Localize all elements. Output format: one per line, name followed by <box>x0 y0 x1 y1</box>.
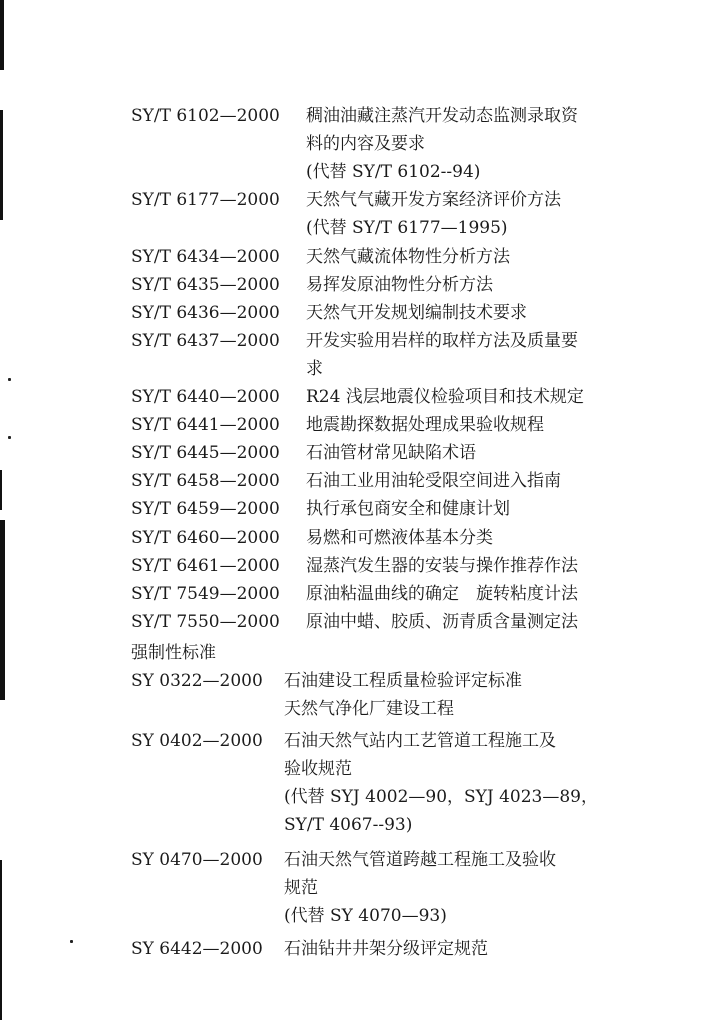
standard-title-line: 石油工业用油轮受限空间进入指南 <box>306 471 561 492</box>
standard-title-line: 天然气净化厂建设工程 <box>284 699 454 719</box>
standard-code: SY/T 6434—2000 <box>131 246 280 267</box>
standard-code: SY 0322—2000 <box>131 671 263 691</box>
standard-title-line: 石油天然气管道跨越工程施工及验收 <box>284 849 556 870</box>
standard-title-line: 求 <box>306 358 323 379</box>
standard-title-line: 稠油油藏注蒸汽开发动态监测录取资 <box>306 106 578 126</box>
standard-title <box>306 471 561 499</box>
standard-title-line: 开发实验用岩样的取样方法及质量要 <box>306 330 578 351</box>
standard-title-line: 湿蒸汽发生器的安装与操作推荐作法 <box>306 555 578 576</box>
standard-title <box>306 247 510 275</box>
standard-title-line: R24 浅层地震仪检验项目和技术规定 <box>306 387 584 407</box>
standard-title-line: 易燃和可燃液体基本分类 <box>306 527 493 548</box>
scan-speck <box>8 378 11 381</box>
standard-title-line: (代替 SY/T 6102--94) <box>306 162 481 182</box>
standard-title <box>306 584 578 612</box>
standard-title <box>306 415 544 443</box>
standard-code: SY/T 6436—2000 <box>131 302 280 323</box>
standard-title-line: 地震勘探数据处理成果验收规程 <box>306 415 544 436</box>
standard-code: SY/T 7550—2000 <box>131 611 280 632</box>
standard-code: SY/T 6460—2000 <box>131 527 280 548</box>
standard-code: SY/T 6435—2000 <box>131 274 280 295</box>
standard-title <box>306 106 578 190</box>
standard-title <box>306 331 578 387</box>
standard-code: SY 0470—2000 <box>131 849 263 870</box>
standard-title-line: SY/T 4067--93) <box>284 814 413 835</box>
standard-title <box>284 850 556 934</box>
standard-title-line: 石油建设工程质量检验评定标准 <box>284 671 522 691</box>
standard-title <box>306 499 510 527</box>
standard-title-line: 石油天然气站内工艺管道工程施工及 <box>284 730 556 751</box>
standard-title-line: 石油钻井井架分级评定规范 <box>284 939 488 960</box>
standard-code: SY/T 7549—2000 <box>131 583 280 604</box>
standard-title-line: 原油中蜡、胶质、沥青质含量测定法 <box>306 611 578 632</box>
standard-code: SY 0402—2000 <box>131 730 263 751</box>
standard-title-line: 规范 <box>284 877 318 898</box>
standard-title-line: (代替 SY 4070—93) <box>284 905 447 926</box>
standard-code: SY/T 6177—2000 <box>131 190 280 211</box>
standard-code: SY/T 6461—2000 <box>131 555 280 576</box>
standard-title <box>306 612 578 640</box>
standard-code: SY/T 6441—2000 <box>131 415 280 436</box>
standard-title-line: 天然气藏流体物性分析方法 <box>306 246 510 267</box>
standard-title-line: (代替 SY/T 6177—1995) <box>306 218 508 239</box>
section-heading-mandatory: 强制性标准 <box>131 643 216 663</box>
standard-title <box>284 671 522 727</box>
standard-code: SY/T 6437—2000 <box>131 330 280 351</box>
standard-title-line: (代替 SYJ 4002—90，SYJ 4023—89， <box>284 786 599 807</box>
standard-title <box>306 275 493 303</box>
standard-code: SY/T 6440—2000 <box>131 387 280 407</box>
standard-code: SY/T 6459—2000 <box>131 499 280 520</box>
standard-title-line: 石油管材常见缺陷术语 <box>306 443 476 464</box>
scan-speck <box>70 940 73 943</box>
standard-title-line: 天然气开发规划编制技术要求 <box>306 302 527 323</box>
standard-title-line: 天然气气藏开发方案经济评价方法 <box>306 190 561 211</box>
standard-title <box>306 528 493 556</box>
standard-title <box>306 556 578 584</box>
standard-code: SY 6442—2000 <box>131 939 263 960</box>
standard-title-line: 料的内容及要求 <box>306 134 425 154</box>
standard-title-line: 易挥发原油物性分析方法 <box>306 274 493 295</box>
standard-title <box>306 190 561 246</box>
standard-title <box>306 387 584 415</box>
standard-title-line: 验收规范 <box>284 758 352 779</box>
standard-code: SY/T 6102—2000 <box>131 106 280 126</box>
standard-title-line: 原油粘温曲线的确定 旋转粘度计法 <box>306 583 578 604</box>
scan-binding-edge <box>0 0 8 1024</box>
standard-title <box>306 303 527 331</box>
scan-speck <box>8 436 11 439</box>
standard-title-line: 执行承包商安全和健康计划 <box>306 499 510 520</box>
standard-code: SY/T 6445—2000 <box>131 443 280 464</box>
standard-title <box>306 443 476 471</box>
standard-title <box>284 731 598 843</box>
standard-title <box>284 939 488 967</box>
standard-code: SY/T 6458—2000 <box>131 471 280 492</box>
